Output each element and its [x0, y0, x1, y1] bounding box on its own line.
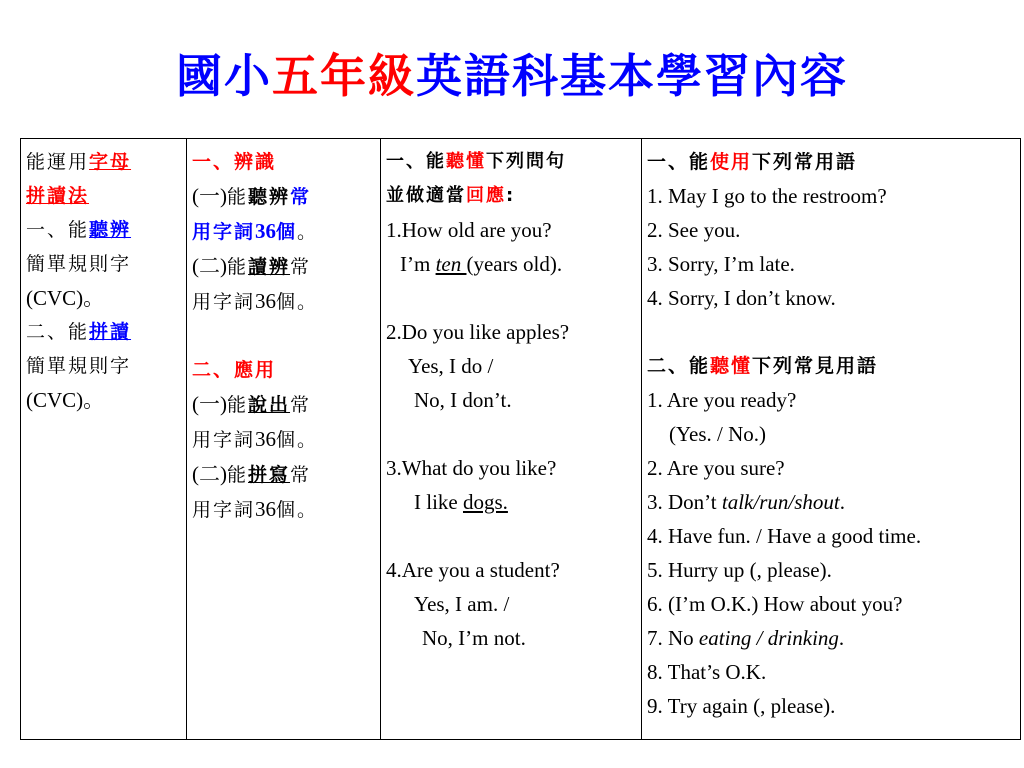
- col2-line-g: (二)能拼寫常: [192, 462, 312, 486]
- col4-t1b: (Yes. / No.): [669, 422, 767, 446]
- col1-line-8: (CVC)。: [26, 388, 105, 412]
- title-part-1: 國小: [176, 49, 272, 103]
- table-row: [21, 139, 1021, 740]
- col4-heading-1: 一、能使用下列常用語: [647, 151, 858, 173]
- col1-line-2: 拼讀法: [26, 185, 90, 207]
- col4-t5: 5. Hurry up (, please).: [647, 558, 832, 582]
- col3-a4a: Yes, I am. /: [414, 592, 510, 616]
- col2-gap: [192, 319, 376, 353]
- col4-heading-2: 二、能聽懂下列常見用語: [647, 355, 879, 377]
- col1-line-5: (CVC)。: [26, 286, 105, 310]
- col4-s3: 3. Sorry, I’m late.: [647, 252, 795, 276]
- col1-line-4: 簡單規則字: [26, 253, 132, 275]
- col2-heading-2: 二、應用: [192, 359, 277, 381]
- col4-s4: 4. Sorry, I don’t know.: [647, 286, 836, 310]
- col3-q4: 4.Are you a student?: [386, 558, 560, 582]
- col2-line-h: 用字詞36個。: [192, 497, 319, 521]
- col1-line-3: 一、能聽辨: [26, 219, 132, 241]
- col4-t2: 2. Are you sure?: [647, 456, 785, 480]
- col3-a3: I like dogs.: [414, 490, 508, 514]
- col2-line-f: 用字詞36個。: [192, 427, 319, 451]
- col3-heading-1: 一、能聽懂下列問句: [386, 151, 566, 172]
- col1-line-6: 二、能拼讀: [26, 321, 132, 343]
- col1-line-7: 簡單規則字: [26, 355, 132, 377]
- col3-a2a: Yes, I do /: [408, 354, 494, 378]
- col3-q1: 1.How old are you?: [386, 218, 552, 242]
- col4-t9: 9. Try again (, please).: [647, 694, 836, 718]
- title-part-2: 五年級: [272, 49, 416, 103]
- col4-t4: 4. Have fun. / Have a good time.: [647, 524, 922, 548]
- cell-vocabulary: [187, 139, 381, 740]
- col3-a1: I’m ten (years old).: [400, 252, 563, 276]
- col3-gap-1: [386, 281, 637, 315]
- col4-t1: 1. Are you ready?: [647, 388, 797, 412]
- col3-q2: 2.Do you like apples?: [386, 320, 570, 344]
- col1-line-1: 能運用字母: [26, 151, 132, 173]
- col4-t6: 6. (I’m O.K.) How about you?: [647, 592, 903, 616]
- col3-q3: 3.What do you like?: [386, 456, 557, 480]
- col2-line-e: (一)能說出常: [192, 392, 312, 416]
- col3-gap-3: [386, 519, 637, 553]
- col2-line-b: 用字詞36個。: [192, 219, 319, 243]
- col4-t7: 7. No eating / drinking.: [647, 626, 845, 650]
- col4-gap: [647, 315, 1016, 349]
- col4-t3: 3. Don’t talk/run/shout.: [647, 490, 845, 514]
- col3-heading-2: 並做適當回應:: [386, 185, 516, 206]
- col2-line-c: (二)能讀辨常: [192, 254, 312, 278]
- cell-letter-phonics: [21, 139, 187, 740]
- cell-questions: [381, 139, 642, 740]
- col2-heading-1: 一、辨識: [192, 151, 277, 173]
- content-table: [20, 138, 1021, 740]
- col2-line-d: 用字詞36個。: [192, 289, 319, 313]
- title-part-3: 英語科基本學習內容: [416, 49, 848, 103]
- col2-line-a: (一)能聽辨常: [192, 184, 312, 208]
- col3-a4b: No, I’m not.: [422, 626, 526, 650]
- col4-t8: 8. That’s O.K.: [647, 660, 767, 684]
- cell-expressions: [642, 139, 1021, 740]
- col3-a2b: No, I don’t.: [414, 388, 512, 412]
- page-title: [0, 46, 1024, 106]
- col4-s2: 2. See you.: [647, 218, 741, 242]
- col3-gap-2: [386, 417, 637, 451]
- col4-s1: 1. May I go to the restroom?: [647, 184, 887, 208]
